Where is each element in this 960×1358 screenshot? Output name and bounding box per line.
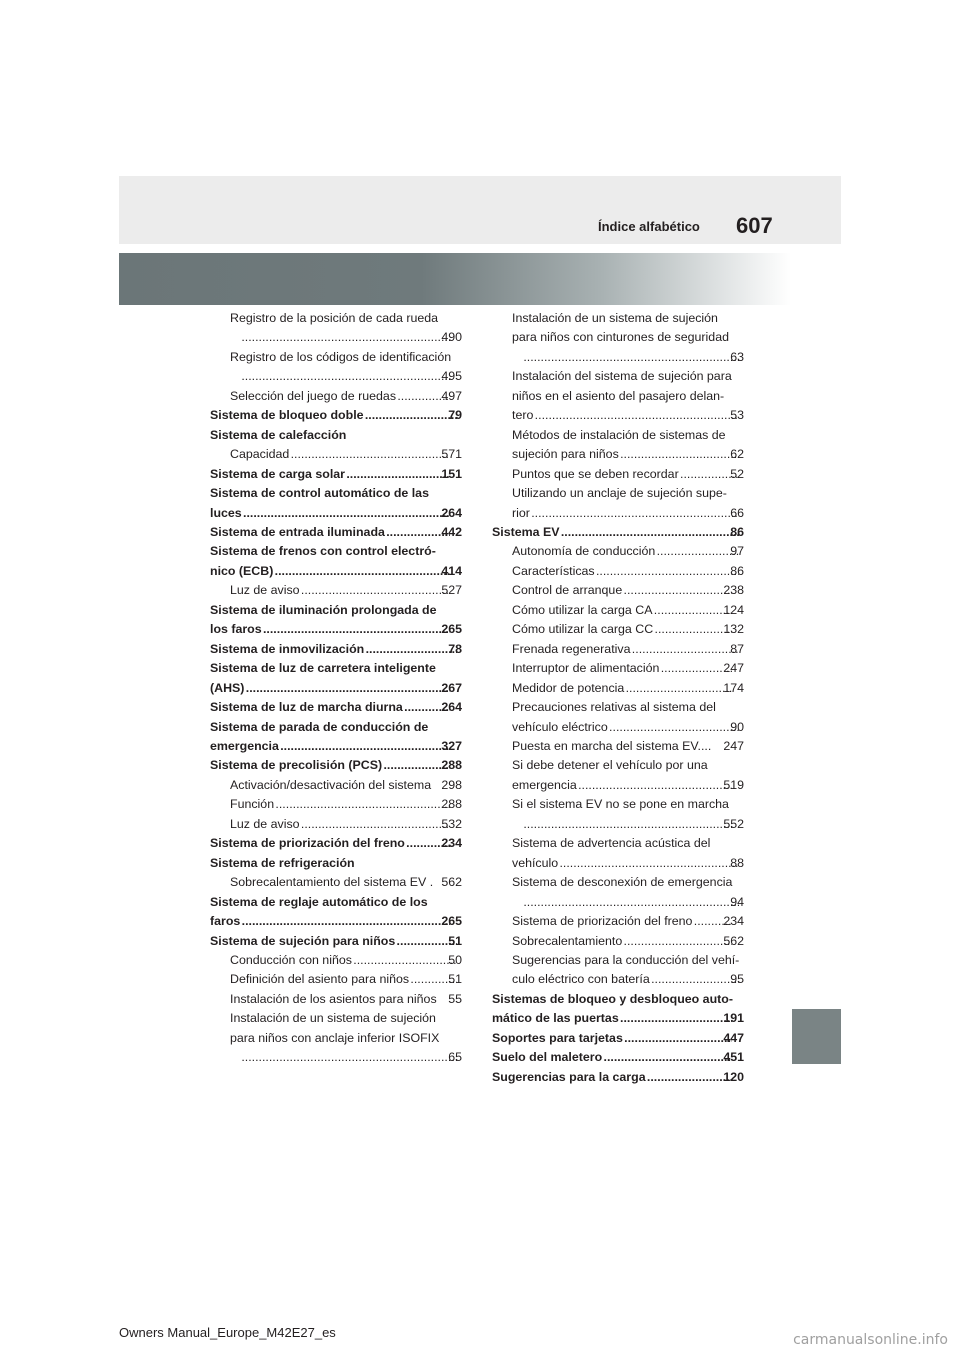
entry-text: Características <box>512 563 595 578</box>
leader-dots <box>531 504 739 523</box>
page-reference: 191 <box>723 1011 744 1026</box>
page-reference: 265 <box>441 914 462 929</box>
entry-text: Activación/desactivación del sistema <box>230 777 432 792</box>
leader-dots <box>651 970 739 989</box>
index-subentry <box>492 834 744 873</box>
entry-text: Frenada regenerativa <box>512 641 631 656</box>
leader-dots <box>656 542 739 561</box>
index-subentry <box>492 795 744 834</box>
entry-text: Luz de aviso <box>230 583 300 598</box>
leader-dots <box>241 1048 457 1067</box>
entry-text: emergencia <box>210 738 279 753</box>
entry-text: Capacidad <box>230 447 290 462</box>
page-reference: 95 <box>730 972 744 987</box>
entry-text-line: para niños con anclaje inferior ISOFIX <box>230 1030 440 1045</box>
page-reference: 552 <box>723 816 744 831</box>
entry-text-line: para niños con cinturones de seguridad <box>512 330 729 345</box>
page-reference: 63 <box>730 349 744 364</box>
index-subentry <box>210 970 462 989</box>
entry-text: Suelo del maletero <box>492 1050 603 1065</box>
index-column-left <box>210 309 462 1068</box>
entry-text: Soportes para tarjetas <box>492 1030 623 1045</box>
leader-dots <box>523 348 739 367</box>
index-subentry <box>492 912 744 931</box>
leader-dots <box>301 815 451 834</box>
entry-text: nico (ECB) <box>210 563 274 578</box>
entry-text: Sugerencias para la carga <box>492 1069 646 1084</box>
page-reference: 327 <box>441 738 462 753</box>
page-reference: 571 <box>441 447 462 462</box>
entry-text-line: Sistema de parada de conducción de <box>210 719 429 734</box>
page-reference: 66 <box>730 505 744 520</box>
entry-text: vehículo <box>512 855 559 870</box>
index-entry <box>210 542 462 581</box>
page-reference: 562 <box>723 933 744 948</box>
index-subentry <box>210 309 462 348</box>
page-reference: 78 <box>448 641 462 656</box>
entry-text: Definición del asiento para niños <box>230 972 410 987</box>
page-reference: 247 <box>723 661 744 676</box>
page-reference: 264 <box>441 700 462 715</box>
index-subentry <box>492 581 744 600</box>
leader-dots <box>243 504 451 523</box>
leader-dots <box>241 912 450 931</box>
index-subentry <box>210 581 462 600</box>
page-reference: 288 <box>441 797 462 812</box>
entry-text: Conducción con niños <box>230 952 352 967</box>
index-subentry <box>492 562 744 581</box>
entry-text: Cómo utilizar la carga CA <box>512 602 653 617</box>
entry-text: (AHS) <box>210 680 245 695</box>
index-entry <box>210 893 462 932</box>
page-reference: 87 <box>730 641 744 656</box>
index-subentry <box>210 776 462 795</box>
footer-manual-id: Owners Manual_Europe_M42E27_es <box>119 1325 336 1340</box>
page-reference: 86 <box>730 524 744 539</box>
entry-text-line: Sistema de iluminación prolongada de <box>210 602 437 617</box>
index-entry <box>210 834 462 853</box>
entry-text-line: Si debe detener el vehículo por una <box>512 758 708 773</box>
leader-dots <box>559 854 739 873</box>
page-reference: 527 <box>441 583 462 598</box>
leader-dots <box>631 640 739 659</box>
entry-text: Sobrecalentamiento del sistema EV . <box>230 875 434 890</box>
entry-text: rior <box>512 505 530 520</box>
leader-dots <box>280 737 450 756</box>
entry-text: Selección del juego de ruedas <box>230 388 397 403</box>
index-entry <box>492 1048 744 1067</box>
entry-text: Sistema de sujeción para niños <box>210 933 396 948</box>
page-reference: 62 <box>730 447 744 462</box>
index-entry <box>210 698 462 717</box>
page-reference: 51 <box>448 972 462 987</box>
page-reference: 451 <box>723 1050 744 1065</box>
page-reference: 247 <box>719 738 744 753</box>
leader-dots <box>609 718 739 737</box>
page-reference: 94 <box>730 894 744 909</box>
entry-text: Sistema de carga solar <box>210 466 345 481</box>
index-entry <box>492 990 744 1029</box>
index-subentry <box>492 951 744 990</box>
leader-dots <box>365 406 458 425</box>
leader-dots <box>623 581 732 600</box>
index-subentry <box>492 932 744 951</box>
section-title: Índice alfabético <box>598 219 700 234</box>
entry-text-line: Sistema de control automático de las <box>210 486 429 501</box>
entry-text: faros <box>210 914 241 929</box>
index-subentry <box>492 601 744 620</box>
entry-text: Sistema de priorización del freno <box>512 914 693 929</box>
entry-text: tero <box>512 408 534 423</box>
entry-text-line: Sistema de desconexión de emergencia <box>512 875 733 890</box>
index-entry <box>210 718 462 757</box>
page-reference: 55 <box>444 991 462 1006</box>
index-subentry <box>492 484 744 523</box>
leader-dots <box>241 328 450 347</box>
page-reference: 442 <box>441 524 462 539</box>
index-entry <box>210 854 462 873</box>
entry-text: Sistema EV <box>492 524 560 539</box>
page-reference: 120 <box>723 1069 744 1084</box>
leader-dots <box>534 406 739 425</box>
page-reference: 65 <box>448 1050 462 1065</box>
entry-text: vehículo eléctrico <box>512 719 608 734</box>
index-subentry <box>492 698 744 737</box>
leader-dots <box>620 1009 733 1028</box>
entry-text-line: Registro de la posición de cada rueda <box>230 311 439 325</box>
index-subentry <box>492 465 744 484</box>
index-subentry <box>492 426 744 465</box>
index-subentry <box>492 873 744 912</box>
entry-text: Sistema de inmovilización <box>210 641 365 656</box>
page-reference: 267 <box>441 680 462 695</box>
index-subentry <box>210 445 462 464</box>
leader-dots <box>624 1029 732 1048</box>
page-reference: 132 <box>723 622 744 637</box>
entry-text-line: Sistema de advertencia acústica del <box>512 836 711 851</box>
index-subentry <box>492 756 744 795</box>
entry-text-line: Sistemas de bloqueo y desbloqueo auto- <box>492 991 733 1006</box>
entry-text-line: Métodos de instalación de sistemas de <box>512 427 726 442</box>
page-reference: 288 <box>441 758 462 773</box>
leader-dots <box>596 562 740 581</box>
entry-text: Interruptor de alimentación <box>512 661 660 676</box>
index-subentry <box>210 990 462 1009</box>
entry-text-line: Sugerencias para la conducción del vehí- <box>512 952 740 967</box>
index-entry <box>210 932 462 951</box>
entry-text-line: Sistema de luz de carretera inteligente <box>210 661 436 676</box>
index-entry <box>492 1029 744 1048</box>
page-reference: 265 <box>441 622 462 637</box>
index-entry <box>210 426 462 445</box>
page-reference: 79 <box>448 408 462 423</box>
leader-dots <box>353 951 457 970</box>
entry-text: Sistema de precolisión (PCS) <box>210 758 383 773</box>
index-subentry <box>492 640 744 659</box>
index-entry <box>492 523 744 542</box>
leader-dots <box>241 367 450 386</box>
index-subentry <box>492 620 744 639</box>
entry-text: emergencia <box>512 777 577 792</box>
leader-dots <box>578 776 733 795</box>
leader-dots <box>647 1068 733 1087</box>
page-reference: 447 <box>723 1030 744 1045</box>
entry-text: Cómo utilizar la carga CC <box>512 622 654 637</box>
entry-text-line: Instalación de un sistema de sujeción <box>512 311 718 325</box>
page-reference: 234 <box>723 914 744 929</box>
entry-text-line: Utilizando un anclaje de sujeción supe- <box>512 486 727 501</box>
header-bar <box>119 176 841 244</box>
page-reference: 51 <box>448 933 462 948</box>
index-subentry <box>492 737 744 756</box>
entry-text: Medidor de potencia <box>512 680 625 695</box>
leader-dots <box>660 659 732 678</box>
index-subentry <box>210 795 462 814</box>
index-entry <box>210 601 462 640</box>
leader-dots <box>301 581 451 600</box>
page-reference: 562 <box>437 875 462 890</box>
entry-text: Sistema de luz de marcha diurna <box>210 700 403 715</box>
entry-text-line: Instalación de un sistema de sujeción <box>230 1011 436 1026</box>
index-entry <box>210 756 462 775</box>
entry-text: Puntos que se deben recordar <box>512 466 679 481</box>
index-entry <box>210 484 462 523</box>
leader-dots <box>620 445 739 464</box>
page-reference: 174 <box>723 680 744 695</box>
entry-text: Función <box>230 797 275 812</box>
index-entry <box>210 640 462 659</box>
entry-text-line: Registro de los códigos de identificación <box>230 349 452 364</box>
entry-text-line: Si el sistema EV no se pone en marcha <box>512 797 729 812</box>
leader-dots <box>523 815 732 834</box>
page-reference: 50 <box>448 952 462 967</box>
page-reference: 414 <box>441 563 462 578</box>
leader-dots <box>275 795 450 814</box>
leader-dots <box>623 932 732 951</box>
index-subentry <box>210 873 462 892</box>
index-subentry <box>492 679 744 698</box>
leader-dots <box>290 445 450 464</box>
index-subentry <box>210 815 462 834</box>
page-reference: 238 <box>723 583 744 598</box>
page-reference: 497 <box>441 388 462 403</box>
page-reference: 519 <box>723 777 744 792</box>
index-subentry <box>210 387 462 406</box>
entry-text: Puesta en marcha del sistema EV.... <box>512 738 712 753</box>
entry-text: mático de las puertas <box>492 1011 619 1026</box>
leader-dots <box>346 465 450 484</box>
leader-dots <box>365 640 457 659</box>
entry-text-line: Sistema de frenos con control electró- <box>210 544 436 559</box>
index-subentry <box>492 309 744 367</box>
leader-dots <box>625 679 732 698</box>
entry-text-line: niños en el asiento del pasajero delan- <box>512 388 725 403</box>
page-reference: 151 <box>441 466 462 481</box>
entry-text-line: Sistema de reglaje automático de los <box>210 894 428 909</box>
leader-dots <box>383 756 450 775</box>
leader-dots <box>603 1048 732 1067</box>
leader-dots <box>523 893 739 912</box>
entry-text: Sistema de calefacción <box>210 427 347 442</box>
index-entry <box>210 465 462 484</box>
page-reference: 495 <box>441 369 462 384</box>
leader-dots <box>245 679 450 698</box>
leader-dots <box>274 562 450 581</box>
entry-text: Sistema de refrigeración <box>210 855 355 870</box>
entry-text: Control de arranque <box>512 583 623 598</box>
index-subentry <box>210 951 462 970</box>
watermark: carmanualsonline.info <box>793 1332 948 1348</box>
header-gradient-band <box>119 253 791 305</box>
entry-text: sujeción para niños <box>512 447 619 462</box>
page-reference: 234 <box>441 836 462 851</box>
page-reference: 53 <box>730 408 744 423</box>
page-reference: 298 <box>437 777 462 792</box>
leader-dots <box>654 620 732 639</box>
entry-text: Luz de aviso <box>230 816 300 831</box>
index-subentry <box>492 367 744 425</box>
entry-text: culo eléctrico con batería <box>512 972 650 987</box>
entry-text: Sistema de bloqueo doble <box>210 408 364 423</box>
index-entry <box>210 523 462 542</box>
index-entry <box>492 1068 744 1087</box>
page-reference: 52 <box>730 466 744 481</box>
entry-text-line: Instalación del sistema de sujeción para <box>512 369 732 384</box>
page-reference: 86 <box>730 563 744 578</box>
page-number: 607 <box>736 213 773 238</box>
index-entry <box>210 406 462 425</box>
entry-text: Sobrecalentamiento <box>512 933 623 948</box>
entry-text: Autonomía de conducción <box>512 544 656 559</box>
page-reference: 97 <box>730 544 744 559</box>
page-reference: 88 <box>730 855 744 870</box>
index-subentry <box>492 659 744 678</box>
entry-text: Sistema de priorización del freno <box>210 836 405 851</box>
entry-text-line: Precauciones relativas al sistema del <box>512 700 716 715</box>
entry-text: Instalación de los asientos para niños <box>230 991 437 1006</box>
entry-text: los faros <box>210 622 262 637</box>
index-column-right <box>492 309 744 1087</box>
page-reference: 490 <box>441 330 462 345</box>
index-side-tab <box>792 1009 841 1064</box>
entry-text: luces <box>210 505 242 520</box>
page-reference: 90 <box>730 719 744 734</box>
index-entry <box>210 659 462 698</box>
leader-dots <box>561 523 740 542</box>
entry-text: Sistema de entrada iluminada <box>210 524 385 539</box>
index-subentry <box>210 1009 462 1067</box>
page-reference: 532 <box>441 816 462 831</box>
page-reference: 124 <box>723 602 744 617</box>
index-subentry <box>210 348 462 387</box>
leader-dots <box>263 620 451 639</box>
index-subentry <box>492 542 744 561</box>
leader-dots <box>653 601 732 620</box>
page-reference: 264 <box>441 505 462 520</box>
